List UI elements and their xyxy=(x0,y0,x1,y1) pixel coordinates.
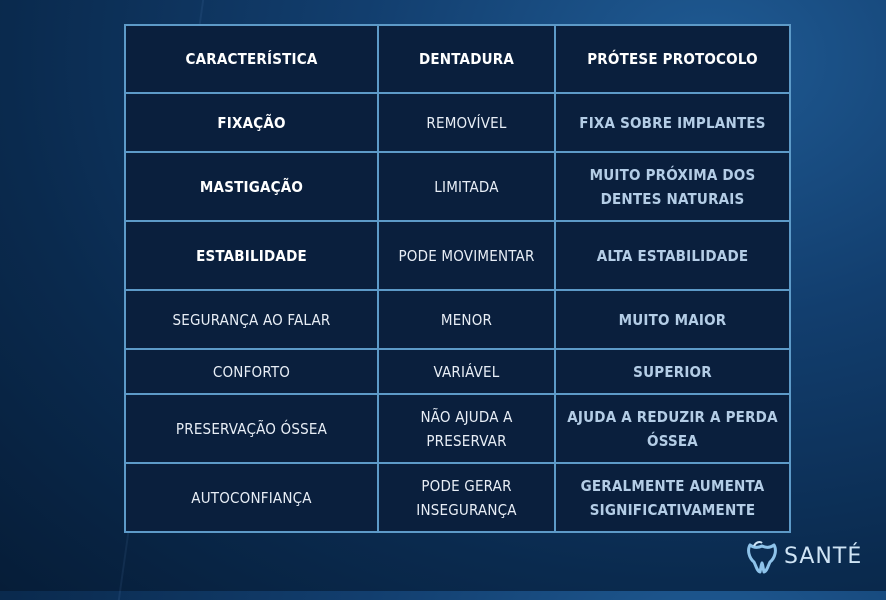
protese-cell: SUPERIOR xyxy=(555,349,790,394)
dentadura-cell: PODE GERAR INSEGURANÇA xyxy=(378,463,555,532)
dentadura-cell: REMOVÍVEL xyxy=(378,93,555,152)
protese-cell: FIXA SOBRE IMPLANTES xyxy=(555,93,790,152)
protese-cell: AJUDA A REDUZIR A PERDA ÓSSEA xyxy=(555,394,790,463)
protese-cell: ALTA ESTABILIDADE xyxy=(555,221,790,290)
header-caracteristica: CARACTERÍSTICA xyxy=(125,25,378,93)
row-label: PRESERVAÇÃO ÓSSEA xyxy=(125,394,378,463)
protese-cell: GERALMENTE AUMENTA SIGNIFICATIVAMENTE xyxy=(555,463,790,532)
table-header-row xyxy=(125,25,790,93)
dentadura-cell: MENOR xyxy=(378,290,555,349)
protese-cell: MUITO PRÓXIMA DOS DENTES NATURAIS xyxy=(555,152,790,221)
protese-cell: MUITO MAIOR xyxy=(555,290,790,349)
row-label: FIXAÇÃO xyxy=(125,93,378,152)
header-protese-protocolo: PRÓTESE PROTOCOLO xyxy=(555,25,790,93)
table-row xyxy=(125,152,790,221)
table-row xyxy=(125,394,790,463)
header-dentadura: DENTADURA xyxy=(378,25,555,93)
table-row xyxy=(125,290,790,349)
row-label: AUTOCONFIANÇA xyxy=(125,463,378,532)
row-label: MASTIGAÇÃO xyxy=(125,152,378,221)
table-row xyxy=(125,221,790,290)
comparison-table xyxy=(124,24,791,533)
dentadura-cell: NÃO AJUDA A PRESERVAR xyxy=(378,394,555,463)
table-row xyxy=(125,349,790,394)
logo-name: SANTÉ xyxy=(784,543,863,569)
row-label: SEGURANÇA AO FALAR xyxy=(125,290,378,349)
table-row xyxy=(125,93,790,152)
dentadura-cell: PODE MOVIMENTAR xyxy=(378,221,555,290)
row-label: CONFORTO xyxy=(125,349,378,394)
table-row xyxy=(125,463,790,532)
dentadura-cell: LIMITADA xyxy=(378,152,555,221)
row-label: ESTABILIDADE xyxy=(125,221,378,290)
tooth-icon xyxy=(744,538,780,574)
sante-logo xyxy=(744,537,868,575)
dentadura-cell: VARIÁVEL xyxy=(378,349,555,394)
